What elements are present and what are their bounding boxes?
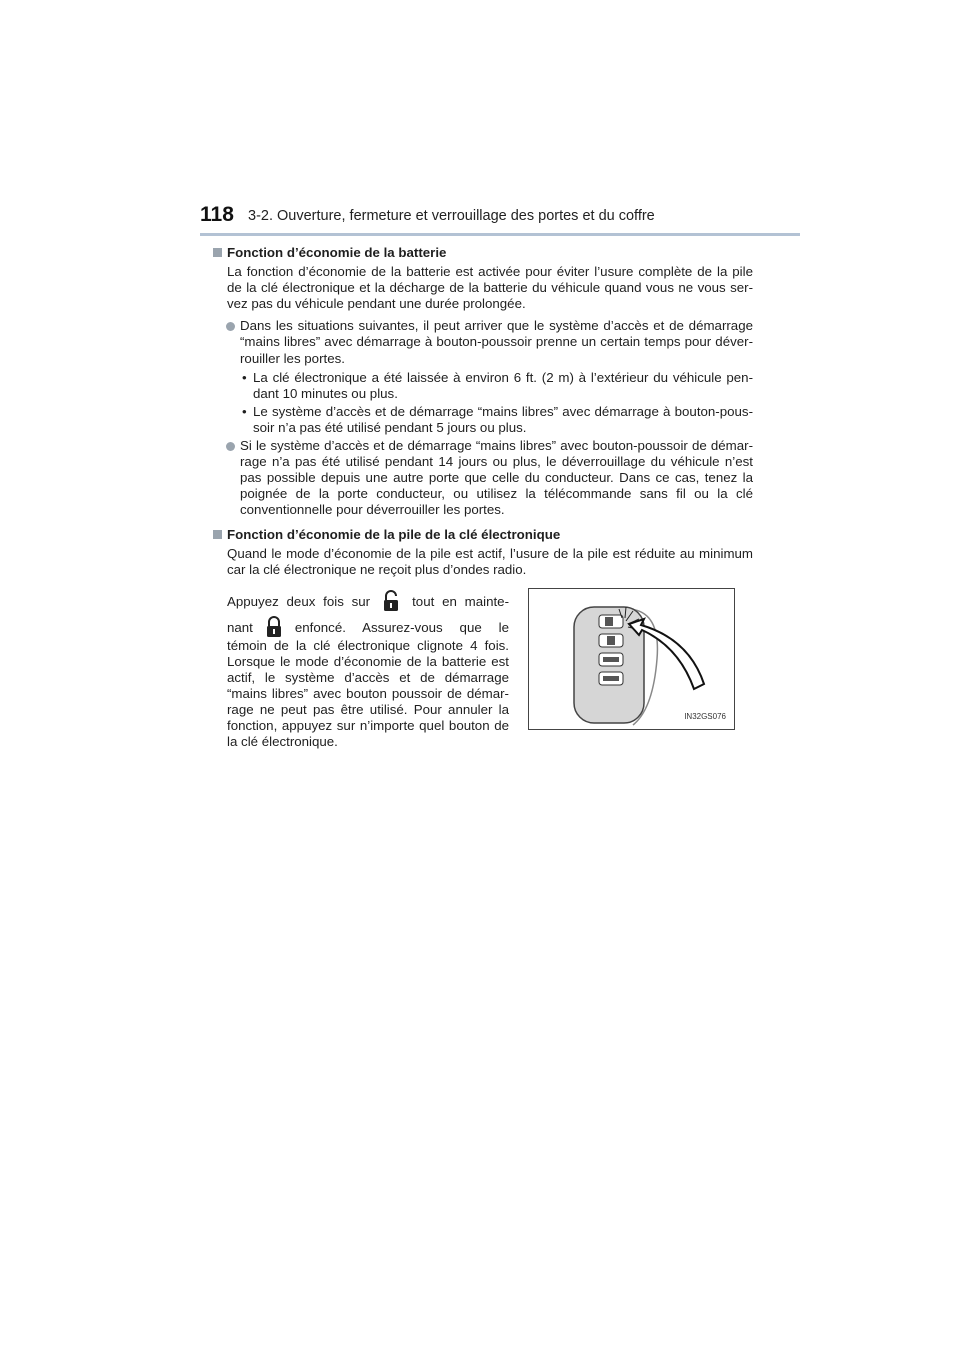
sub-bullet-text: La clé électronique a été laissée à environ 6 ft. (2 m) à l’extérieur du véhicule pen-dant 10 minutes ou plus. [253,369,753,401]
instruction-fragment: enfoncé. Assurez-vous que le [294,619,509,635]
instruction-line [227,590,509,612]
sub-bullet-marker: • [242,369,247,385]
square-bullet-icon [213,248,222,257]
section-heading-key-battery-saving [213,527,753,543]
square-bullet-icon [213,530,222,539]
round-bullet-icon [226,442,235,451]
sub-bullet-item [213,404,753,436]
sub-bullet-text: Le système d’accès et de démarrage “mains libres” avec démarrage à bouton-pous-soir n’a pas été utilisé pendant 5 jours ou plus. [253,403,753,435]
section-heading-battery-saving [213,245,753,261]
sub-bullet-item [213,370,753,402]
sub-bullet-marker: • [242,403,247,419]
bullet-item [213,438,753,518]
heading-text: Fonction d’économie de la pile de la clé électronique [227,526,561,542]
bullet-text: Si le système d’accès et de démarrage “mains libres” avec bouton-poussoir de démar-rage n’a pas été utilisé pendant 14 jours ou plus, le déverrouillage du véhicule n’est pas possible depuis une autre porte que celle du conducteur. Dans ce cas, tenez la poignée de la porte conducteur, ou utilisez la télécommande sans fil ou la clé conventionnelle pour déverrouiller les portes. [240,438,753,518]
instruction-with-figure [213,588,753,758]
paragraph: La fonction d’économie de la batterie est activée pour éviter l’usure complète de la pile de la clé électronique et la décharge de la batterie du véhicule quand vous ne vous ser-vez pas du véhicule pendant une durée prolongée. [227,264,753,312]
paragraph: Quand le mode d’économie de la pile est actif, l’usure de la pile est réduite au minimum car la clé électronique ne reçoit plus d’ondes radio. [227,545,753,577]
bullet-item [213,318,753,366]
round-bullet-icon [226,322,235,331]
instruction-fragment: nant [227,619,253,635]
key-figure [528,588,735,730]
section-title: 3-2. Ouverture, fermeture et verrouillage des portes et du coffre [248,208,655,224]
heading-text: Fonction d’économie de la batterie [227,245,447,260]
instruction-line: témoin de la clé électronique clignote 4 fois. Lorsque le mode d’économie de la batterie est actif, le système d’accès et de démarrage “mains libres” avec bouton poussoir de démar-rage ne peut pas être utilisé. Pour annuler la fonction, appuyez sur n’importe quel bouton de la clé électronique. [227,637,509,750]
figure-code: IN32GS076 [684,711,726,721]
lock-icon [265,616,283,638]
unlock-icon [382,590,400,612]
header-rule [200,233,800,236]
instruction-text [227,590,509,751]
page-number: 118 [200,203,234,226]
bullet-text: Dans les situations suivantes, il peut arriver que le système d’accès et de démarrage “mains libres” avec démarrage à bouton-poussoir prenne un certain temps pour déver-rouiller les portes. [240,318,753,366]
instruction-line [227,616,509,638]
page-content [213,245,753,758]
instruction-fragment: tout en mainte- [412,593,509,609]
instruction-fragment: Appuyez deux fois sur [227,593,371,609]
page-header [200,203,800,235]
